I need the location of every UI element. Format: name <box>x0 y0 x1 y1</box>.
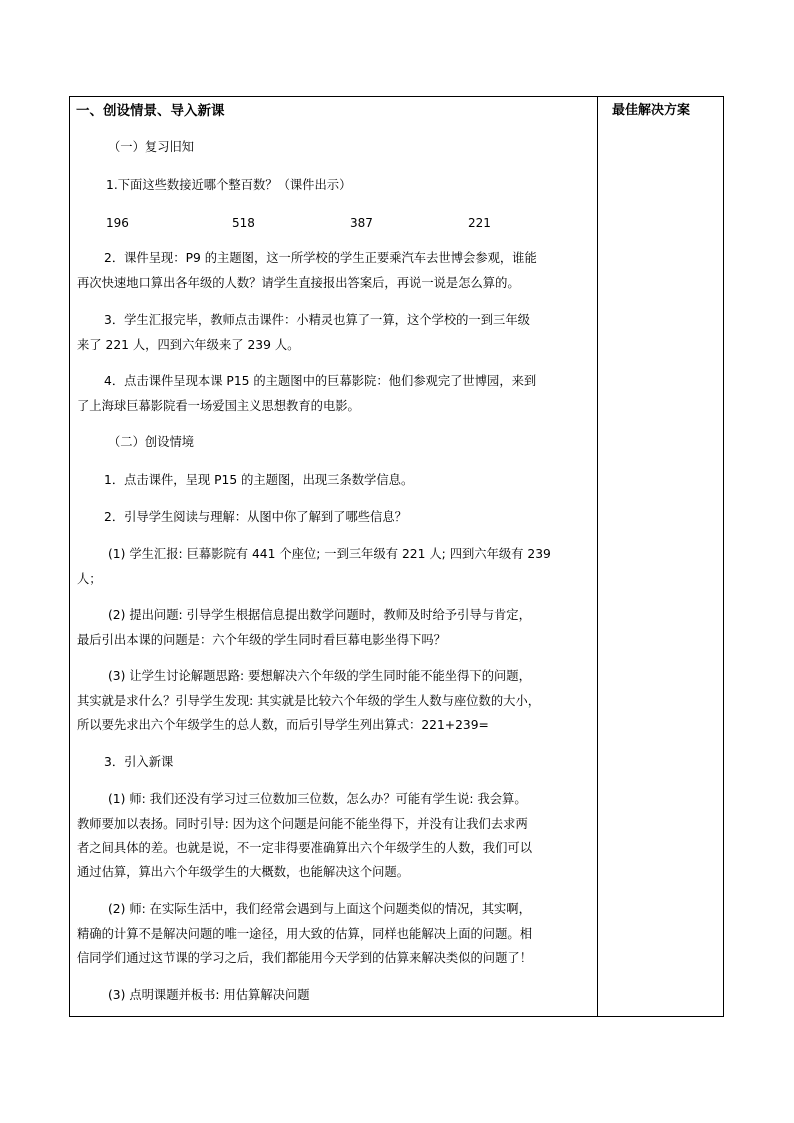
paragraph-4-line-2: 了上海球巨幕影院看一场爱国主义思想教育的电影。 <box>77 399 360 413</box>
new-lesson-1-line-2: 教师要加以表扬。同时引导: 因为这个问题是问能不能坐得下，并没有让我们去求两 <box>77 817 528 831</box>
scenario-item-2-3-line-3: 所以要先求出六个年级学生的总人数，而后引导学生列出算式：221+239= <box>77 718 489 732</box>
number-item: 221 <box>468 216 491 230</box>
scenario-item-2-1-line-1: (1) 学生汇报: 巨幕影院有 441 个座位; 一到三年级有 221 人; 四到六年级有 239 <box>108 547 551 561</box>
number-item: 196 <box>106 216 129 230</box>
scenario-item-2-2-line-2: 最后引出本课的问题是：六个年级的学生同时看巨幕电影坐得下吗？ <box>77 633 446 647</box>
paragraph-4-line-1: 4．点击课件呈现本课 P15 的主题图中的巨幕影院：他们参观完了世博园，来到 <box>104 374 537 388</box>
new-lesson-1-line-4: 通过估算，算出六个年级学生的大概数，也能解决这个问题。 <box>77 865 410 879</box>
scenario-item-1: 1．点击课件，呈现 P15 的主题图，出现三条数学信息。 <box>104 473 414 487</box>
scenario-item-2-3-line-2: 其实就是求什么？引导学生发现: 其实就是比较六个年级的学生人数与座位数的大小， <box>77 694 541 708</box>
new-lesson-3: (3) 点明课题并板书: 用估算解决问题 <box>108 988 310 1002</box>
lesson-table <box>69 96 724 1017</box>
new-lesson-2-line-1: (2) 师: 在实际生活中，我们经常会遇到与上面这个问题类似的情况，其实啊， <box>108 902 531 916</box>
question-1: 1.下面这些数接近哪个整百数？（课件出示） <box>106 178 352 192</box>
paragraph-2-line-2: 再次快速地口算出各年级的人数？请学生直接报出答案后，再说一说是怎么算的。 <box>77 276 520 290</box>
scenario-item-2: 2．引导学生阅读与理解：从图中你了解到了哪些信息？ <box>104 510 407 524</box>
new-lesson-1-line-1: (1) 师: 我们还没有学习过三位数加三位数，怎么办？可能有学生说: 我会算。 <box>108 792 527 806</box>
new-lesson-1-line-3: 者之间具体的差。也就是说，不一定非得要准确算出六个年级学生的人数，我们可以 <box>77 841 532 855</box>
new-lesson-2-line-2: 精确的计算不是解决问题的唯一途径，用大致的估算，同样也能解决上面的问题。相 <box>77 927 532 941</box>
paragraph-3-line-1: 3．学生汇报完毕，教师点击课件：小精灵也算了一算，这个学校的一到三年级 <box>104 313 530 327</box>
section-title: 一、创设情景、导入新课 <box>76 103 225 119</box>
best-solution-column <box>598 97 723 1016</box>
scenario-item-2-2-line-1: (2) 提出问题: 引导学生根据信息提出数学问题时，教师及时给予引导与肯定， <box>108 608 531 622</box>
paragraph-3-line-2: 来了 221 人，四到六年级来了 239 人。 <box>77 338 300 352</box>
scenario-item-3: 3．引入新课 <box>104 755 174 769</box>
side-column-header: 最佳解决方案 <box>612 103 691 118</box>
subsection-scenario: （二）创设情境 <box>108 435 195 449</box>
subsection-review: （一）复习旧知 <box>108 140 195 154</box>
paragraph-2-line-1: 2．课件呈现：P9 的主题图，这一所学校的学生正要乘汽车去世博会参观，谁能 <box>104 251 537 265</box>
number-item: 518 <box>232 216 255 230</box>
scenario-item-2-3-line-1: (3) 让学生讨论解题思路: 要想解决六个年级的学生同时能不能坐得下的问题， <box>108 669 531 683</box>
new-lesson-2-line-3: 信同学们通过这节课的学习之后，我们都能用今天学到的估算来解决类似的问题了！ <box>77 951 532 965</box>
number-item: 387 <box>350 216 373 230</box>
lesson-content-column <box>70 97 598 1016</box>
scenario-item-2-1-line-2: 人； <box>77 572 102 586</box>
